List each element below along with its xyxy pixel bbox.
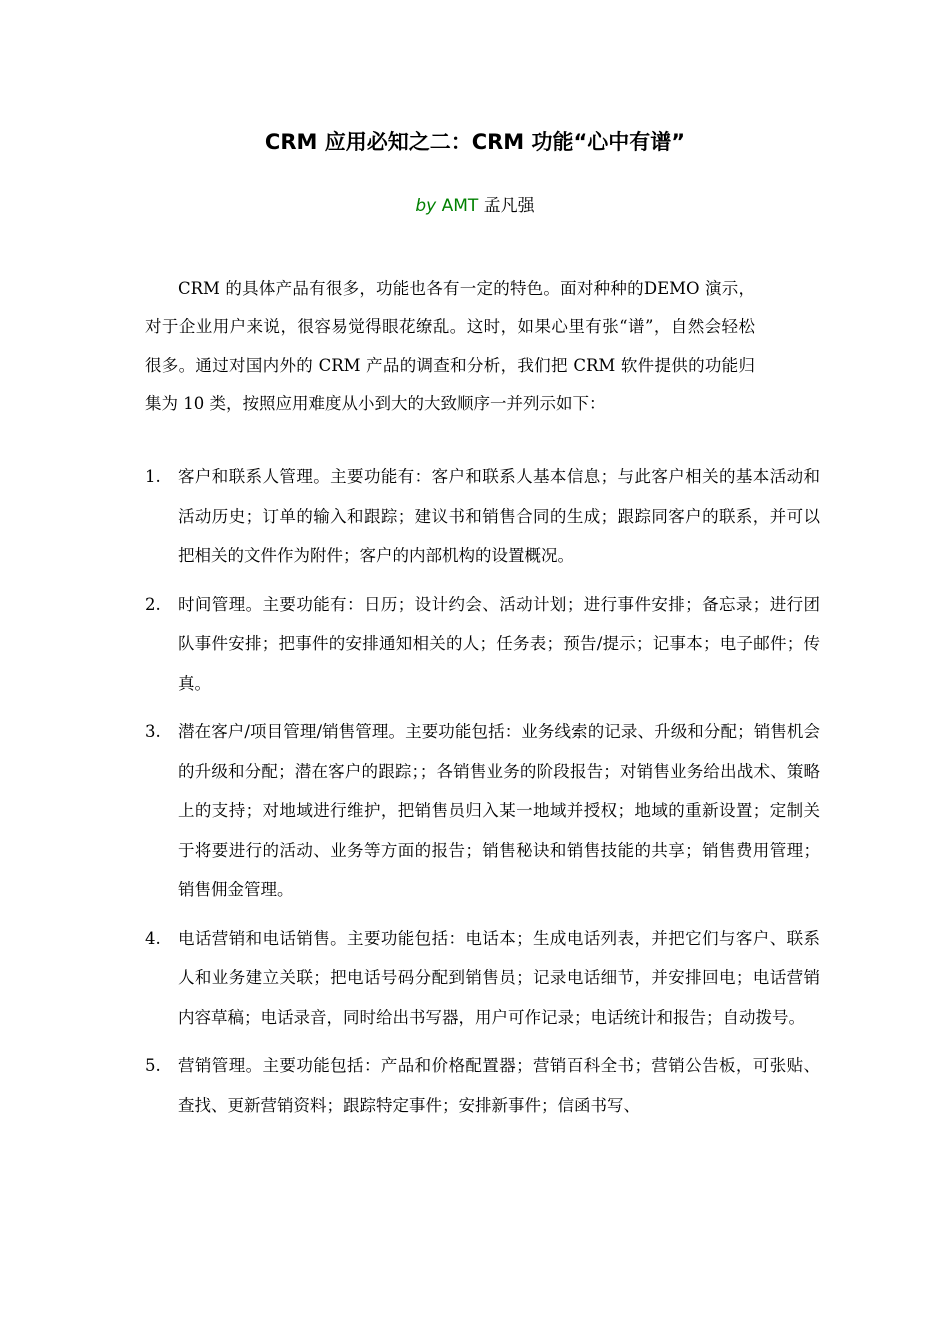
- list-item-number: 1.: [145, 467, 161, 486]
- list-item-text: 营销管理。主要功能包括：产品和价格配置器；营销百科全书；营销公告板，可张贴、查找、更新营销资料；跟踪特定事件；安排新事件；信函书写、: [178, 1056, 820, 1115]
- list-item-number: 4.: [145, 928, 161, 948]
- intro-paragraph: CRM 的具体产品有很多，功能也各有一定的特色。面对种种的DEMO 演示，对于企业用户来说，很容易觉得眼花缭乱。这时，如果心里有张“谱”，自然会轻松很多。通过对国内外的 CRM 产品的调查和分析，我们把 CRM 软件提供的功能归集为 10 类，按照应用难度从小到大的大致顺序一并列示如下：: [145, 278, 755, 413]
- list-item: [145, 585, 820, 704]
- list-item: [145, 919, 820, 1038]
- list-item-number: 5.: [145, 1056, 161, 1075]
- list-item-text: 客户和联系人管理。主要功能有：客户和联系人基本信息；与此客户相关的基本活动和活动历史；订单的输入和跟踪；建议书和销售合同的生成；跟踪同客户的联系，并可以把相关的文件作为附件；客户的内部机构的设置概况。: [178, 467, 820, 565]
- list-item-number: 3.: [145, 722, 161, 741]
- document-title: CRM 应用必知之二：CRM 功能“心中有谱”: [264, 130, 686, 154]
- list-item-number: 2.: [145, 594, 161, 614]
- list-item-text: 时间管理。主要功能有：日历；设计约会、活动计划；进行事件安排；备忘录；进行团队事件安排；把事件的安排通知相关的人；任务表；预告/提示；记事本；电子邮件；传真。: [178, 594, 820, 693]
- list-item: [145, 712, 820, 910]
- list-item-text: 潜在客户/项目管理/销售管理。主要功能包括：业务线索的记录、升级和分配；销售机会的升级和分配；潜在客户的跟踪；；各销售业务的阶段报告；对销售业务给出战术、策略上的支持；对地域进行维护，把销售员归入某一地域并授权；地域的重新设置；定制关于将要进行的活动、业务等方面的报告；销售秘诀和销售技能的共享；销售费用管理；销售佣金管理。: [178, 722, 820, 899]
- list-item-text: 电话营销和电话销售。主要功能包括：电话本；生成电话列表，并把它们与客户、联系人和业务建立关联；把电话号码分配到销售员；记录电话细节，并安排回电；电话营销内容草稿；电话录音，同时给出书写器，用户可作记录；电话统计和报告；自动拨号。: [178, 928, 820, 1027]
- feature-list: [145, 457, 820, 1134]
- list-item: [145, 457, 820, 576]
- byline-author: 孟凡强: [483, 196, 535, 216]
- byline: [0, 193, 950, 219]
- byline-org: AMT: [441, 196, 479, 216]
- byline-by: by: [415, 196, 437, 216]
- list-item: [145, 1046, 820, 1125]
